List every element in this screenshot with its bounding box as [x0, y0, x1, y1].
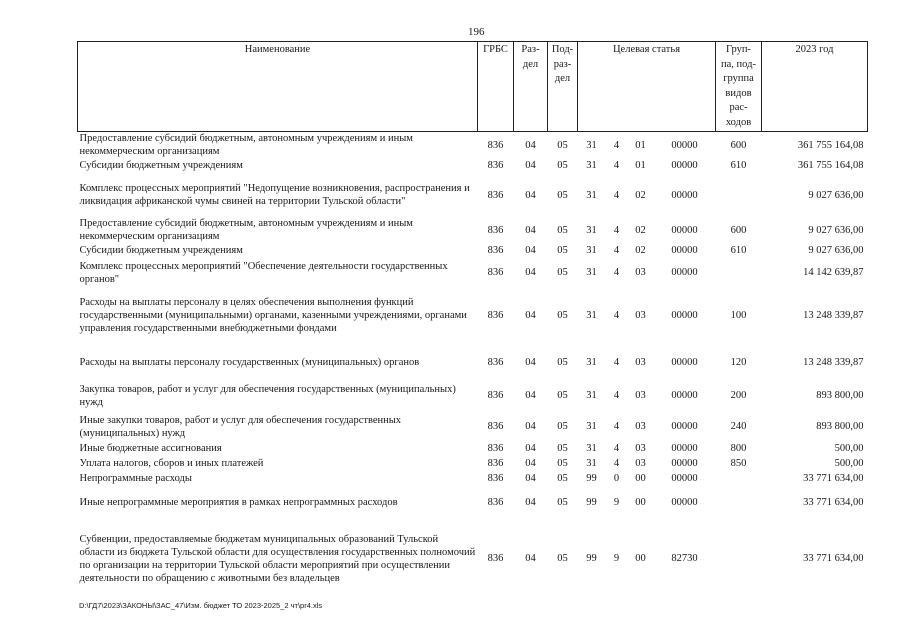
table-row	[78, 258, 868, 287]
file-path-footer: D:\ГД7\2023\ЗАКОНЫ\ЗАС_47\Изм. бюджет ТО 2023-2025_2 чт\pr4.xls	[79, 601, 323, 610]
cell-name: Иные бюджетные ассигнования	[79, 443, 222, 454]
cell-rz: 04	[525, 390, 536, 401]
cell-c3: 03	[635, 357, 646, 368]
cell-c3: 02	[635, 245, 646, 256]
cell-pr: 05	[557, 421, 568, 432]
cell-c3: 02	[635, 224, 646, 236]
cell-rz: 04	[525, 189, 536, 201]
cell-amount: 9 027 636,00	[808, 224, 864, 236]
cell-vr	[716, 523, 762, 594]
cell-c1: 31	[586, 267, 597, 278]
cell-c4: 00000	[671, 421, 698, 432]
cell-c3: 03	[635, 443, 646, 454]
cell-rz: 04	[525, 497, 536, 508]
cell-grbs: 836	[487, 458, 504, 469]
cell-name: Комплекс процессных мероприятий "Обеспечение деятельности государственных органов"	[79, 260, 448, 285]
cell-amount: 893 800,00	[816, 390, 864, 401]
cell-grbs: 836	[487, 189, 504, 201]
header-name: Наименование	[78, 42, 478, 132]
cell-name: Предоставление субсидий бюджетным, автономным учреждениям и иным некоммерческим организациям	[79, 218, 413, 242]
cell-pr: 05	[557, 458, 568, 469]
cell-grbs: 836	[487, 421, 504, 432]
cell-c2: 4	[613, 189, 620, 201]
cell-c4: 00000	[671, 390, 698, 401]
cell-grbs: 836	[487, 160, 504, 171]
cell-vr: 200	[730, 390, 747, 401]
cell-c3: 03	[635, 421, 646, 432]
cell-grbs: 836	[487, 245, 504, 256]
cell-pr: 05	[557, 553, 568, 564]
cell-c1: 31	[586, 160, 597, 171]
cell-pr: 05	[557, 139, 568, 151]
cell-c3: 00	[635, 473, 646, 484]
cell-grbs: 836	[487, 553, 504, 564]
cell-grbs: 836	[487, 390, 504, 401]
budget-table	[77, 41, 868, 594]
cell-c2: 4	[613, 267, 620, 278]
cell-grbs: 836	[487, 310, 504, 321]
cell-c2: 4	[613, 421, 620, 432]
header-target: Целевая статья	[578, 42, 716, 132]
cell-c3: 03	[635, 390, 646, 401]
cell-c1: 31	[586, 390, 597, 401]
table-row	[78, 348, 868, 377]
cell-grbs: 836	[487, 139, 504, 151]
cell-pr: 05	[557, 443, 568, 454]
cell-name: Расходы на выплаты персоналу в целях обеспечения выполнения функций государственными (муниципальными) органами, казенными учреждениями, органами управления государственными внебюджетными фондами	[79, 297, 467, 334]
cell-c2: 4	[613, 310, 620, 321]
cell-vr: 850	[730, 458, 747, 469]
cell-c4: 00000	[671, 473, 698, 484]
cell-c1: 31	[586, 458, 597, 469]
table-row	[78, 158, 868, 173]
table-row	[78, 456, 868, 471]
cell-name: Субсидии бюджетным учреждениям	[79, 160, 243, 171]
cell-rz: 04	[525, 267, 536, 278]
cell-c2: 4	[613, 224, 620, 236]
cell-rz: 04	[525, 139, 536, 151]
header-grbs: ГРБС	[478, 42, 514, 132]
cell-amount: 500,00	[834, 443, 864, 454]
cell-c4: 00000	[671, 139, 698, 151]
cell-amount: 361 755 164,08	[797, 139, 864, 151]
cell-c2: 4	[613, 390, 620, 401]
table-row	[78, 488, 868, 517]
cell-c1: 31	[586, 357, 597, 368]
cell-rz: 04	[525, 421, 536, 432]
cell-vr: 600	[730, 224, 747, 236]
cell-pr: 05	[557, 245, 568, 256]
table-row	[78, 173, 868, 217]
cell-c2: 4	[613, 160, 620, 171]
cell-rz: 04	[525, 357, 536, 368]
cell-vr	[716, 471, 762, 486]
cell-c4: 00000	[671, 245, 698, 256]
cell-c3: 03	[635, 458, 646, 469]
cell-vr: 100	[730, 310, 747, 321]
cell-c1: 31	[586, 189, 597, 201]
cell-c4: 00000	[671, 357, 698, 368]
cell-pr: 05	[557, 497, 568, 508]
cell-grbs: 836	[487, 224, 504, 236]
table-row	[78, 289, 868, 342]
cell-rz: 04	[525, 224, 536, 236]
cell-c2: 4	[613, 443, 620, 454]
cell-c1: 31	[586, 310, 597, 321]
cell-c1: 99	[586, 497, 597, 508]
cell-grbs: 836	[487, 357, 504, 368]
cell-vr: 240	[730, 421, 747, 432]
header-group: Груп- па, под- группа видов рас- ходов	[716, 42, 762, 132]
cell-c4: 00000	[671, 189, 698, 201]
cell-c2: 9	[613, 497, 620, 508]
cell-amount: 361 755 164,08	[797, 160, 864, 171]
cell-c3: 01	[635, 160, 646, 171]
table-row	[78, 523, 868, 594]
table-row	[78, 381, 868, 410]
cell-pr: 05	[557, 160, 568, 171]
cell-pr: 05	[557, 189, 568, 201]
cell-name: Уплата налогов, сборов и иных платежей	[79, 458, 264, 469]
cell-vr	[716, 488, 762, 517]
cell-pr: 05	[557, 224, 568, 236]
table-row	[78, 471, 868, 486]
cell-name: Субвенции, предоставляемые бюджетам муниципальных образований Тульской области из бюджета Тульской области для осуществления государственных полномочий по организации на территории Тульской области мероприятий при осуществлении деятельности по обращению с животными без владельцев	[79, 533, 476, 584]
cell-name: Непрограммные расходы	[79, 473, 192, 484]
cell-amount: 893 800,00	[816, 421, 864, 432]
header-podrazdel: Под- раз- дел	[548, 42, 578, 132]
cell-c1: 31	[586, 245, 597, 256]
cell-amount: 9 027 636,00	[808, 189, 864, 201]
cell-amount: 33 771 634,00	[803, 553, 864, 564]
cell-rz: 04	[525, 160, 536, 171]
cell-c4: 00000	[671, 160, 698, 171]
cell-c1: 99	[586, 553, 597, 564]
cell-grbs: 836	[487, 497, 504, 508]
cell-c4: 00000	[671, 267, 698, 278]
cell-grbs: 836	[487, 473, 504, 484]
cell-pr: 05	[557, 310, 568, 321]
cell-c4: 00000	[671, 310, 698, 321]
cell-rz: 04	[525, 245, 536, 256]
cell-vr: 800	[730, 443, 747, 454]
table-row	[78, 441, 868, 456]
cell-pr: 05	[557, 357, 568, 368]
cell-name: Субсидии бюджетным учреждениям	[79, 245, 243, 256]
cell-grbs: 836	[487, 443, 504, 454]
cell-rz: 04	[525, 310, 536, 321]
cell-c3: 03	[635, 267, 646, 278]
cell-c2: 4	[613, 139, 620, 151]
cell-rz: 04	[525, 443, 536, 454]
cell-name: Комплекс процессных мероприятий "Недопущение возникновения, распространения и ликвидация африканской чумы свиней на территории Тульской области"	[79, 183, 470, 207]
cell-vr: 600	[730, 139, 747, 151]
cell-c1: 31	[586, 224, 597, 236]
cell-c4: 00000	[671, 224, 698, 236]
header-year: 2023 год	[762, 42, 868, 132]
cell-amount: 13 248 339,87	[803, 357, 864, 368]
cell-name: Расходы на выплаты персоналу государственных (муниципальных) органов	[79, 357, 420, 368]
cell-pr: 05	[557, 390, 568, 401]
cell-c2: 4	[613, 458, 620, 469]
cell-c3: 01	[635, 139, 646, 151]
cell-amount: 13 248 339,87	[803, 310, 864, 321]
cell-vr: 120	[730, 357, 747, 368]
cell-amount: 33 771 634,00	[803, 497, 864, 508]
cell-c3: 00	[635, 497, 646, 508]
cell-rz: 04	[525, 458, 536, 469]
cell-c1: 31	[586, 443, 597, 454]
cell-pr: 05	[557, 267, 568, 278]
cell-name: Предоставление субсидий бюджетным, автономным учреждениям и иным некоммерческим организациям	[79, 133, 413, 157]
cell-c3: 02	[635, 189, 646, 201]
cell-vr	[716, 258, 762, 287]
cell-c1: 99	[586, 473, 597, 484]
cell-c4: 00000	[671, 497, 698, 508]
cell-name: Закупка товаров, работ и услуг для обеспечения государственных (муниципальных) нужд	[79, 383, 456, 408]
cell-c2: 4	[613, 357, 620, 368]
cell-rz: 04	[525, 553, 536, 564]
cell-rz: 04	[525, 473, 536, 484]
cell-c4: 00000	[671, 443, 698, 454]
table-row	[78, 217, 868, 243]
cell-amount: 33 771 634,00	[803, 473, 864, 484]
cell-c1: 31	[586, 421, 597, 432]
cell-c3: 03	[635, 310, 646, 321]
table-header	[78, 42, 868, 132]
table-row	[78, 132, 868, 159]
header-razdel: Раз- дел	[514, 42, 548, 132]
cell-amount: 14 142 639,87	[803, 267, 864, 278]
cell-grbs: 836	[487, 267, 504, 278]
cell-vr	[716, 173, 762, 217]
cell-pr: 05	[557, 473, 568, 484]
cell-c2: 4	[613, 245, 620, 256]
cell-c4: 82730	[671, 553, 698, 564]
cell-amount: 9 027 636,00	[808, 245, 864, 256]
cell-c1: 31	[586, 139, 597, 151]
cell-c3: 00	[635, 553, 646, 564]
table-row	[78, 243, 868, 258]
cell-name: Иные непрограммные мероприятия в рамках непрограммных расходов	[79, 497, 398, 508]
cell-vr: 610	[730, 245, 747, 256]
cell-c2: 0	[613, 473, 620, 484]
table-row	[78, 412, 868, 441]
page-number: 196	[468, 26, 485, 38]
cell-amount: 500,00	[834, 458, 864, 469]
cell-name: Иные закупки товаров, работ и услуг для обеспечения государственных (муниципальных) нужд	[79, 414, 402, 439]
cell-c2: 9	[613, 553, 620, 564]
cell-vr: 610	[730, 160, 747, 171]
cell-c4: 00000	[671, 458, 698, 469]
